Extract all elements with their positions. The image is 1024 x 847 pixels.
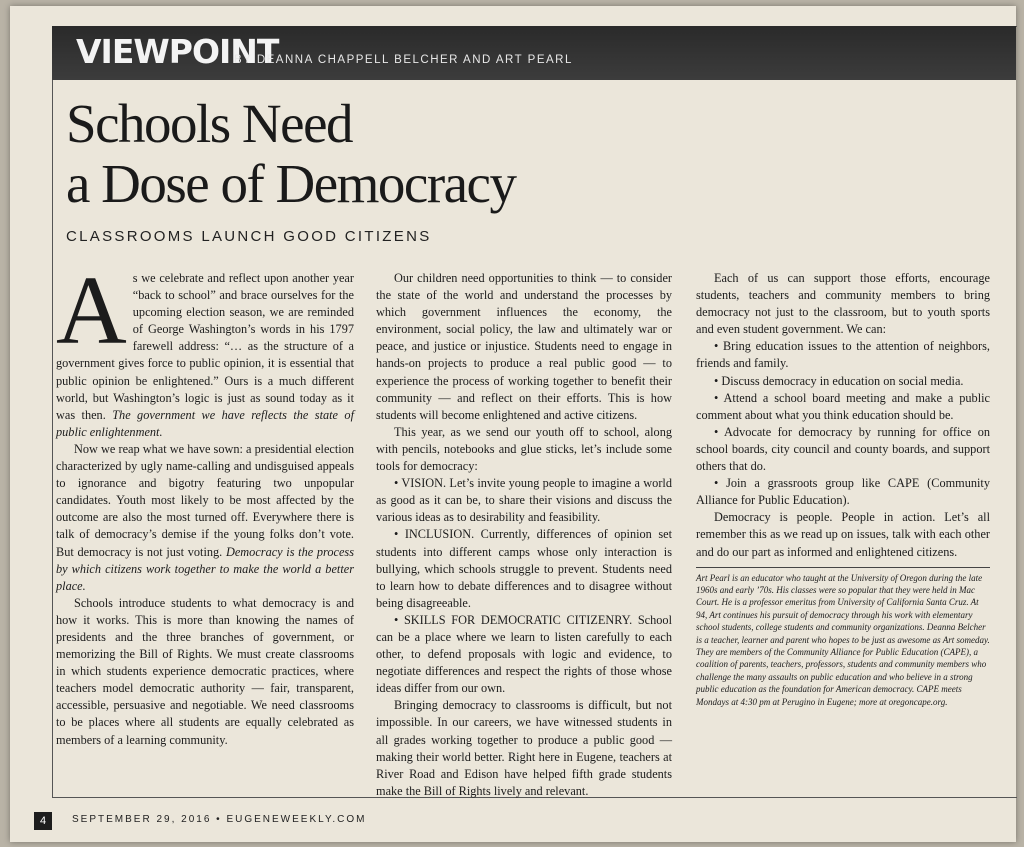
headline-line-1: Schools Need [66, 93, 352, 154]
byline: BY DEANNA CHAPPELL BELCHER AND ART PEARL [234, 54, 573, 66]
dateline: SEPTEMBER 29, 2016 • EUGENEWEEKLY.COM [72, 814, 367, 825]
section-kicker: VIEWPOINT [76, 32, 279, 71]
paragraph: This year, as we send our youth off to school, along with pencils, notebooks and glue sticks, let’s include some tools for democracy: [376, 424, 672, 474]
column-1 [56, 257, 354, 749]
italic-emphasis: The government we have reflects the state of public enlightenment. [56, 407, 354, 439]
bullet-paragraph: • Join a grassroots group like CAPE (Community Alliance for Public Education). [696, 476, 990, 508]
section-banner [52, 26, 1016, 80]
paragraph: Our children need opportunities to think — to consider the state of the world and understand the processes by which government influences the economy, the environment, social policy, the law and ultimately war or peace, and justice or injustice. Students need to engage in hands-on projects to produce a real public good — to experience the process of working together to benefit their community — and reflect on their efforts. This is how students will become enlightened and active citizens. [376, 271, 672, 422]
paragraph: Bringing democracy to classrooms is difficult, but not impossible. In our careers, we have witnessed students in all grades working together to produce a public good — making their world better. Right here in Eugene, teachers at River Road and Edison have helped fifth grade students make the Bill of Rights lively and relevant. [376, 698, 672, 798]
paragraph-text: s we celebrate and reflect upon another year “back to school” and brace ourselves for the upcoming election season, we are reminded of George Washington’s words in his 1797 farewell address: “… as the structure of a government gives force to public opinion, it is essential that public opinion be enlightened.” Ours is a much different world, but Washington’s logic is just as sound today as it was then. [56, 271, 354, 422]
bullet-paragraph: • SKILLS FOR DEMOCRATIC CITIZENRY. School can be a place where we learn to listen carefully to each other, to defend proposals with logic and evidence, to negotiate differences and respect the rights of those whose ideas differ from our own. [376, 612, 672, 696]
drop-cap: A [56, 257, 127, 365]
bullet-paragraph: • INCLUSION. Currently, differences of opinion set students into different camps whose only interaction is bullying, which schools struggle to prevent. Students need to learn how to debate differences and to disagree without being disagreeable. [376, 527, 672, 610]
page-number: 4 [34, 812, 52, 830]
column-2 [376, 270, 672, 800]
paragraph [56, 257, 354, 441]
paragraph: Democracy is people. People in action. Let’s all remember this as we read up on issues, talk with each other and do our part as informed and enlightened citizens. [696, 510, 990, 559]
deck-subhead: CLASSROOMS LAUNCH GOOD CITIZENS [66, 228, 432, 245]
author-bio: Art Pearl is an educator who taught at the University of Oregon during the late 1960s and early ’70s. His classes were so popular that they were held in Mac Court. He is a professor emeritus from University of California Santa Cruz. At 94, Art continues his pursuit of democracy through his work with elementary school students, college students and community organizations. Deanna Belcher is a teacher, learner and parent who hopes to be just as awesome as Art someday. They are members of the Community Alliance for Public Education (CAPE), a coalition of parents, teachers, professors, students and community members who challenge the many assaults on public education and who believe in a strong public education as the foundation for American democracy. CAPE meets Mondays at 4:30 pm at Perugino in Eugene; more at oregoncape.org. [696, 567, 990, 708]
italic-emphasis: Democracy is the process by which citizens work together to make the world a better place. [56, 544, 354, 593]
headline-line-2: a Dose of Democracy [66, 153, 516, 214]
paragraph: Each of us can support those efforts, encourage students, teachers and community members to bring democracy not just to the classroom, but to youth sports and even student government. We can: [696, 271, 990, 337]
bullet-paragraph: • Attend a school board meeting and make a public comment about what you think education should be. [696, 390, 990, 422]
column-3 [696, 270, 990, 708]
bullet-paragraph: • Discuss democracy in education on social media. [714, 373, 964, 388]
paragraph-text: Now we reap what we have sown: a presidential election characterized by ugly name-calling and undisguised appeals to ignorance and bigotry featuring two unpopular candidates. Youth most likely to be most affected by the outcome are also the most turned off. Everywhere there is talk of democracy’s demise if the young folks don’t vote. But democracy is not just voting. [56, 441, 354, 559]
bullet-paragraph: • VISION. Let’s invite young people to imagine a world as good as it can be, to share their visions and discuss the various ideas as to desirability and feasibility. [376, 476, 672, 525]
paragraph [56, 441, 354, 595]
paragraph: Schools introduce students to what democracy is and how it works. This is more than knowing the names of presidents and the three branches of government, or memorizing the Bill of Rights. We must create classrooms in which students experience democratic practices, where teachers model democratic authority — fair, transparent, accessible, persuasive and negotiable. We need classrooms to be places where all students are equally celebrated as members of a learning community. [56, 595, 354, 747]
bullet-paragraph: • Advocate for democracy by running for office on school boards, city council and county boards, and support others that do. [696, 424, 990, 474]
headline [66, 94, 515, 214]
bullet-paragraph: • Bring education issues to the attention of neighbors, friends and family. [696, 339, 990, 371]
